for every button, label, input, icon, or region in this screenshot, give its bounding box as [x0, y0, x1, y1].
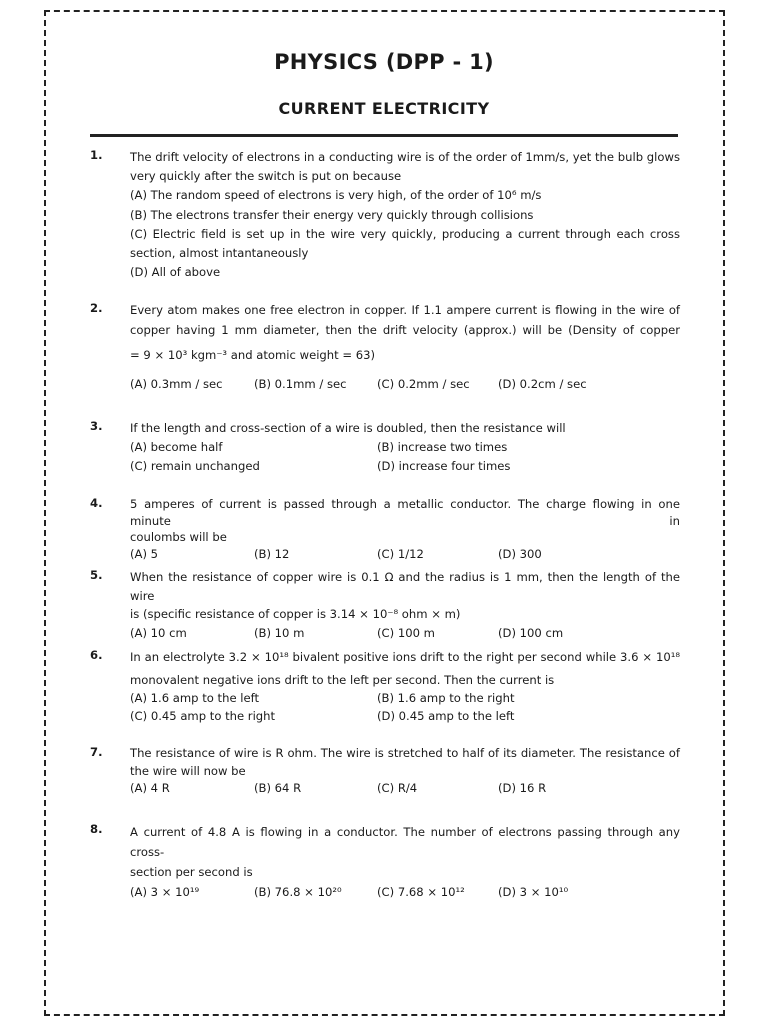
option-a: (A) 0.3mm / sec — [130, 376, 223, 391]
question-text-line: If the length and cross-section of a wire is doubled, then the resistance will — [130, 421, 566, 435]
question-text-line: the wire will now be — [130, 763, 246, 778]
question-text-line: coulombs will be — [130, 530, 227, 544]
page-title: PHYSICS (DPP - 1) — [274, 50, 494, 74]
option-b: (B) The electrons transfer their energy very quickly through collisions — [130, 207, 534, 222]
question-text-line: very quickly after the switch is put on because — [130, 169, 402, 184]
option-d: (D) 0.45 amp to the left — [377, 709, 515, 723]
option-a: (A) The random speed of electrons is very high, of the order of 10⁶ m/s — [130, 188, 542, 203]
option-d: (D) 3 × 10¹⁰ — [498, 885, 569, 899]
option-d: (D) 16 R — [498, 781, 547, 795]
option-b: (B) increase two times — [377, 440, 508, 454]
option-c-continued: section, almost intantaneously — [130, 246, 309, 261]
question-text-line: = 9 × 10³ kgm⁻³ and atomic weight = 63) — [130, 348, 376, 362]
question-number: 4. — [90, 496, 103, 510]
option-b: (B) 12 — [254, 546, 290, 561]
option-a: (A) 3 × 10¹⁹ — [130, 885, 200, 899]
option-c: (C) Electric field is set up in the wire very quickly, producing a current through each cross — [130, 226, 680, 241]
question-number: 2. — [90, 301, 103, 315]
option-a: (A) 5 — [130, 546, 159, 561]
option-a: (A) 10 cm — [130, 625, 187, 640]
option-b: (B) 64 R — [254, 781, 302, 795]
question-number: 5. — [90, 568, 103, 582]
option-b: (B) 0.1mm / sec — [254, 376, 347, 391]
question-number: 3. — [90, 419, 103, 433]
question-text-line: is (specific resistance of copper is 3.14 × 10⁻⁸ ohm × m) — [130, 607, 461, 621]
question-text-line: In an electrolyte 3.2 × 10¹⁸ bivalent positive ions drift to the right per second while 3.6 × 10¹⁸ — [130, 650, 680, 664]
option-c: (C) remain unchanged — [130, 459, 260, 473]
option-c: (C) 1/12 — [377, 546, 424, 561]
option-b: (B) 10 m — [254, 625, 305, 640]
option-a: (A) become half — [130, 440, 223, 454]
question-text-line: When the resistance of copper wire is 0.1 Ω and the radius is 1 mm, then the length of the wire — [130, 570, 680, 603]
question-text-line: 5 amperes of current is passed through a metallic conductor. The charge flowing in one minute in — [130, 497, 680, 528]
question-text-line: monovalent negative ions drift to the left per second. Then the current is — [130, 672, 555, 687]
question-text-line: The drift velocity of electrons in a conducting wire is of the order of 1mm/s, yet the bulb glows — [130, 150, 680, 164]
option-b: (B) 76.8 × 10²⁰ — [254, 885, 342, 899]
option-c: (C) R/4 — [377, 781, 418, 795]
option-d: (D) 100 cm — [498, 625, 564, 640]
question-number: 1. — [90, 148, 103, 162]
option-c: (C) 100 m — [377, 625, 435, 640]
title-divider — [90, 134, 678, 137]
option-d: (D) 0.2cm / sec — [498, 376, 587, 391]
question-number: 6. — [90, 648, 103, 662]
question-text-line: Every atom makes one free electron in copper. If 1.1 ampere current is flowing in the wire of — [130, 303, 680, 317]
option-a: (A) 4 R — [130, 781, 170, 795]
option-d: (D) All of above — [130, 265, 221, 280]
option-d: (D) 300 — [498, 546, 542, 561]
option-b: (B) 1.6 amp to the right — [377, 691, 515, 705]
question-text-line: The resistance of wire is R ohm. The wire is stretched to half of its diameter. The resistance of — [130, 746, 680, 760]
question-text-line: copper having 1 mm diameter, then the drift velocity (approx.) will be (Density of copper — [130, 322, 680, 337]
question-text-line: section per second is — [130, 865, 253, 879]
option-c: (C) 7.68 × 10¹² — [377, 885, 465, 899]
option-c: (C) 0.45 amp to the right — [130, 709, 276, 723]
question-number: 7. — [90, 745, 103, 759]
option-a: (A) 1.6 amp to the left — [130, 691, 260, 705]
option-d: (D) increase four times — [377, 459, 511, 473]
question-number: 8. — [90, 822, 103, 836]
page-subtitle: CURRENT ELECTRICITY — [278, 99, 490, 118]
option-c: (C) 0.2mm / sec — [377, 376, 470, 391]
question-text-line: A current of 4.8 A is flowing in a conductor. The number of electrons passing through any cross- — [130, 825, 680, 859]
